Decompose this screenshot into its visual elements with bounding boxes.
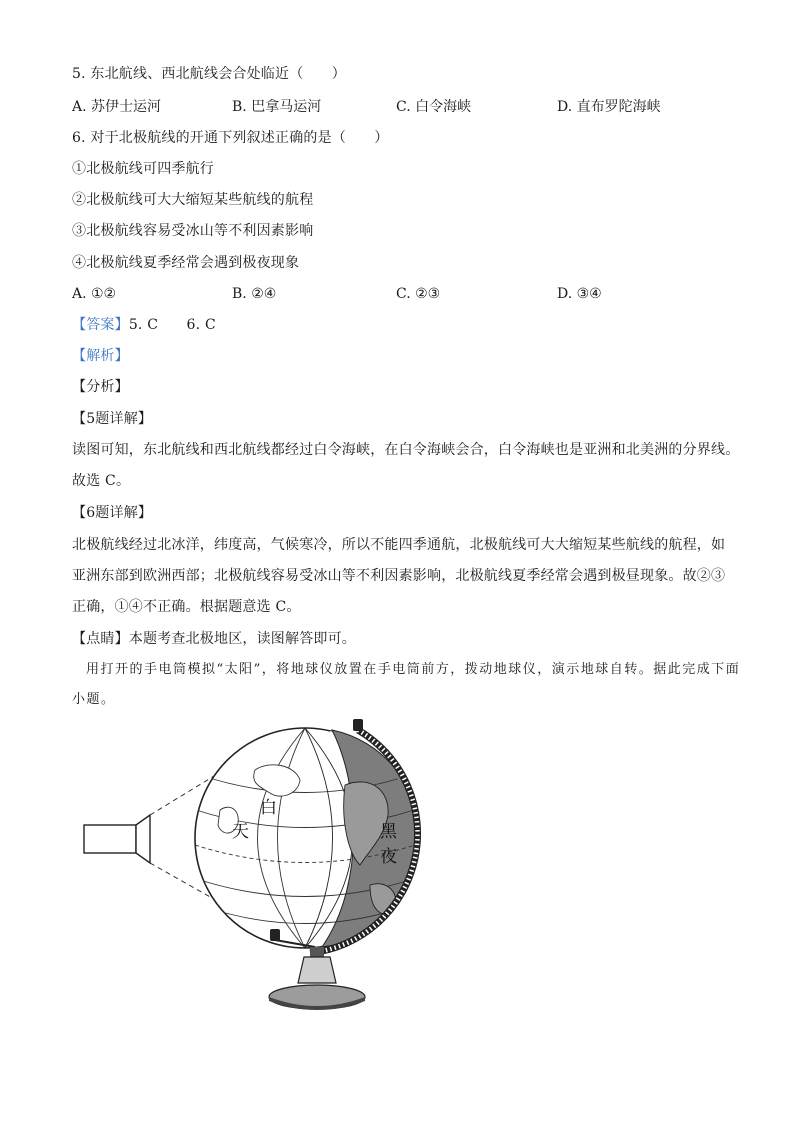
axis-cap-bottom <box>270 929 280 941</box>
analysis-tag: 【解析】 <box>72 348 129 364</box>
q6-statement-1: ①北极航线可四季航行 <box>72 161 214 177</box>
q6-stem: 6. 对于北极航线的开通下列叙述正确的是（ ） <box>72 130 389 146</box>
detail6-tag: 【6题详解】 <box>72 505 153 521</box>
dianjing-line <box>72 629 356 649</box>
intro-line-1: 用打开的手电筒模拟“太阳”，将地球仪放置在手电筒前方，拨动地球仪，演示地球自转。据此完成下面 <box>86 662 741 677</box>
intro-line-2: 小题。 <box>72 692 116 707</box>
q6-statement-3: ③北极航线容易受冰山等不利因素影响 <box>72 223 314 239</box>
q5-option-b: B. 巴拿马运河 <box>232 99 322 115</box>
globe-stand <box>269 947 365 1010</box>
fenxi-tag: 【分析】 <box>72 379 129 395</box>
answer-text: 5. C 6. C <box>128 317 216 333</box>
q5-option-c: C. 白令海峡 <box>396 99 472 115</box>
detail6-line-2: 亚洲东部到欧洲西部；北极航线容易受冰山等不利因素影响，北极航线夏季经常会遇到极昼现象。故②③ <box>72 568 726 584</box>
q6-option-d: D. ③④ <box>557 286 602 302</box>
q6-option-b: B. ②④ <box>232 286 277 302</box>
detail5-line-2: 故选 C。 <box>72 473 131 489</box>
flashlight-icon <box>84 815 150 863</box>
day-label-1: 白 <box>260 798 277 818</box>
answer-tag: 【答案】 <box>72 317 129 333</box>
q5-option-a: A. 苏伊士运河 <box>72 99 162 115</box>
detail6-line-3: 正确，①④不正确。根据题意选 C。 <box>72 599 301 615</box>
q6-option-a: A. ①② <box>72 286 117 302</box>
detail6-line-1: 北极航线经过北冰洋，纬度高，气候寒冷，所以不能四季通航，北极航线可大大缩短某些航线的航程，如 <box>72 537 726 553</box>
dianjing-tag: 【点睛】 <box>72 631 129 647</box>
q6-statement-4: ④北极航线夏季经常会遇到极夜现象 <box>72 255 300 271</box>
day-label-2: 天 <box>232 822 249 842</box>
detail5-tag: 【5题详解】 <box>72 411 153 427</box>
q5-stem: 5. 东北航线、西北航线会合处临近（ ） <box>72 66 347 82</box>
q6-option-c: C. ②③ <box>396 286 441 302</box>
axis-cap-top <box>353 719 363 731</box>
dianjing-text: 本题考查北极地区，读图解答即可。 <box>128 631 357 647</box>
q5-option-d: D. 直布罗陀海峡 <box>557 99 661 115</box>
q6-statement-2: ②北极航线可大大缩短某些航线的航程 <box>72 192 314 208</box>
globe-figure <box>70 715 450 1020</box>
night-label-1: 黑 <box>380 822 397 842</box>
detail5-line-1: 读图可知，东北航线和西北航线都经过白令海峡，在白令海峡会合，白令海峡也是亚洲和北美洲的分界线。 <box>72 442 740 458</box>
answer-line <box>72 315 216 335</box>
night-label-2: 夜 <box>380 847 397 867</box>
